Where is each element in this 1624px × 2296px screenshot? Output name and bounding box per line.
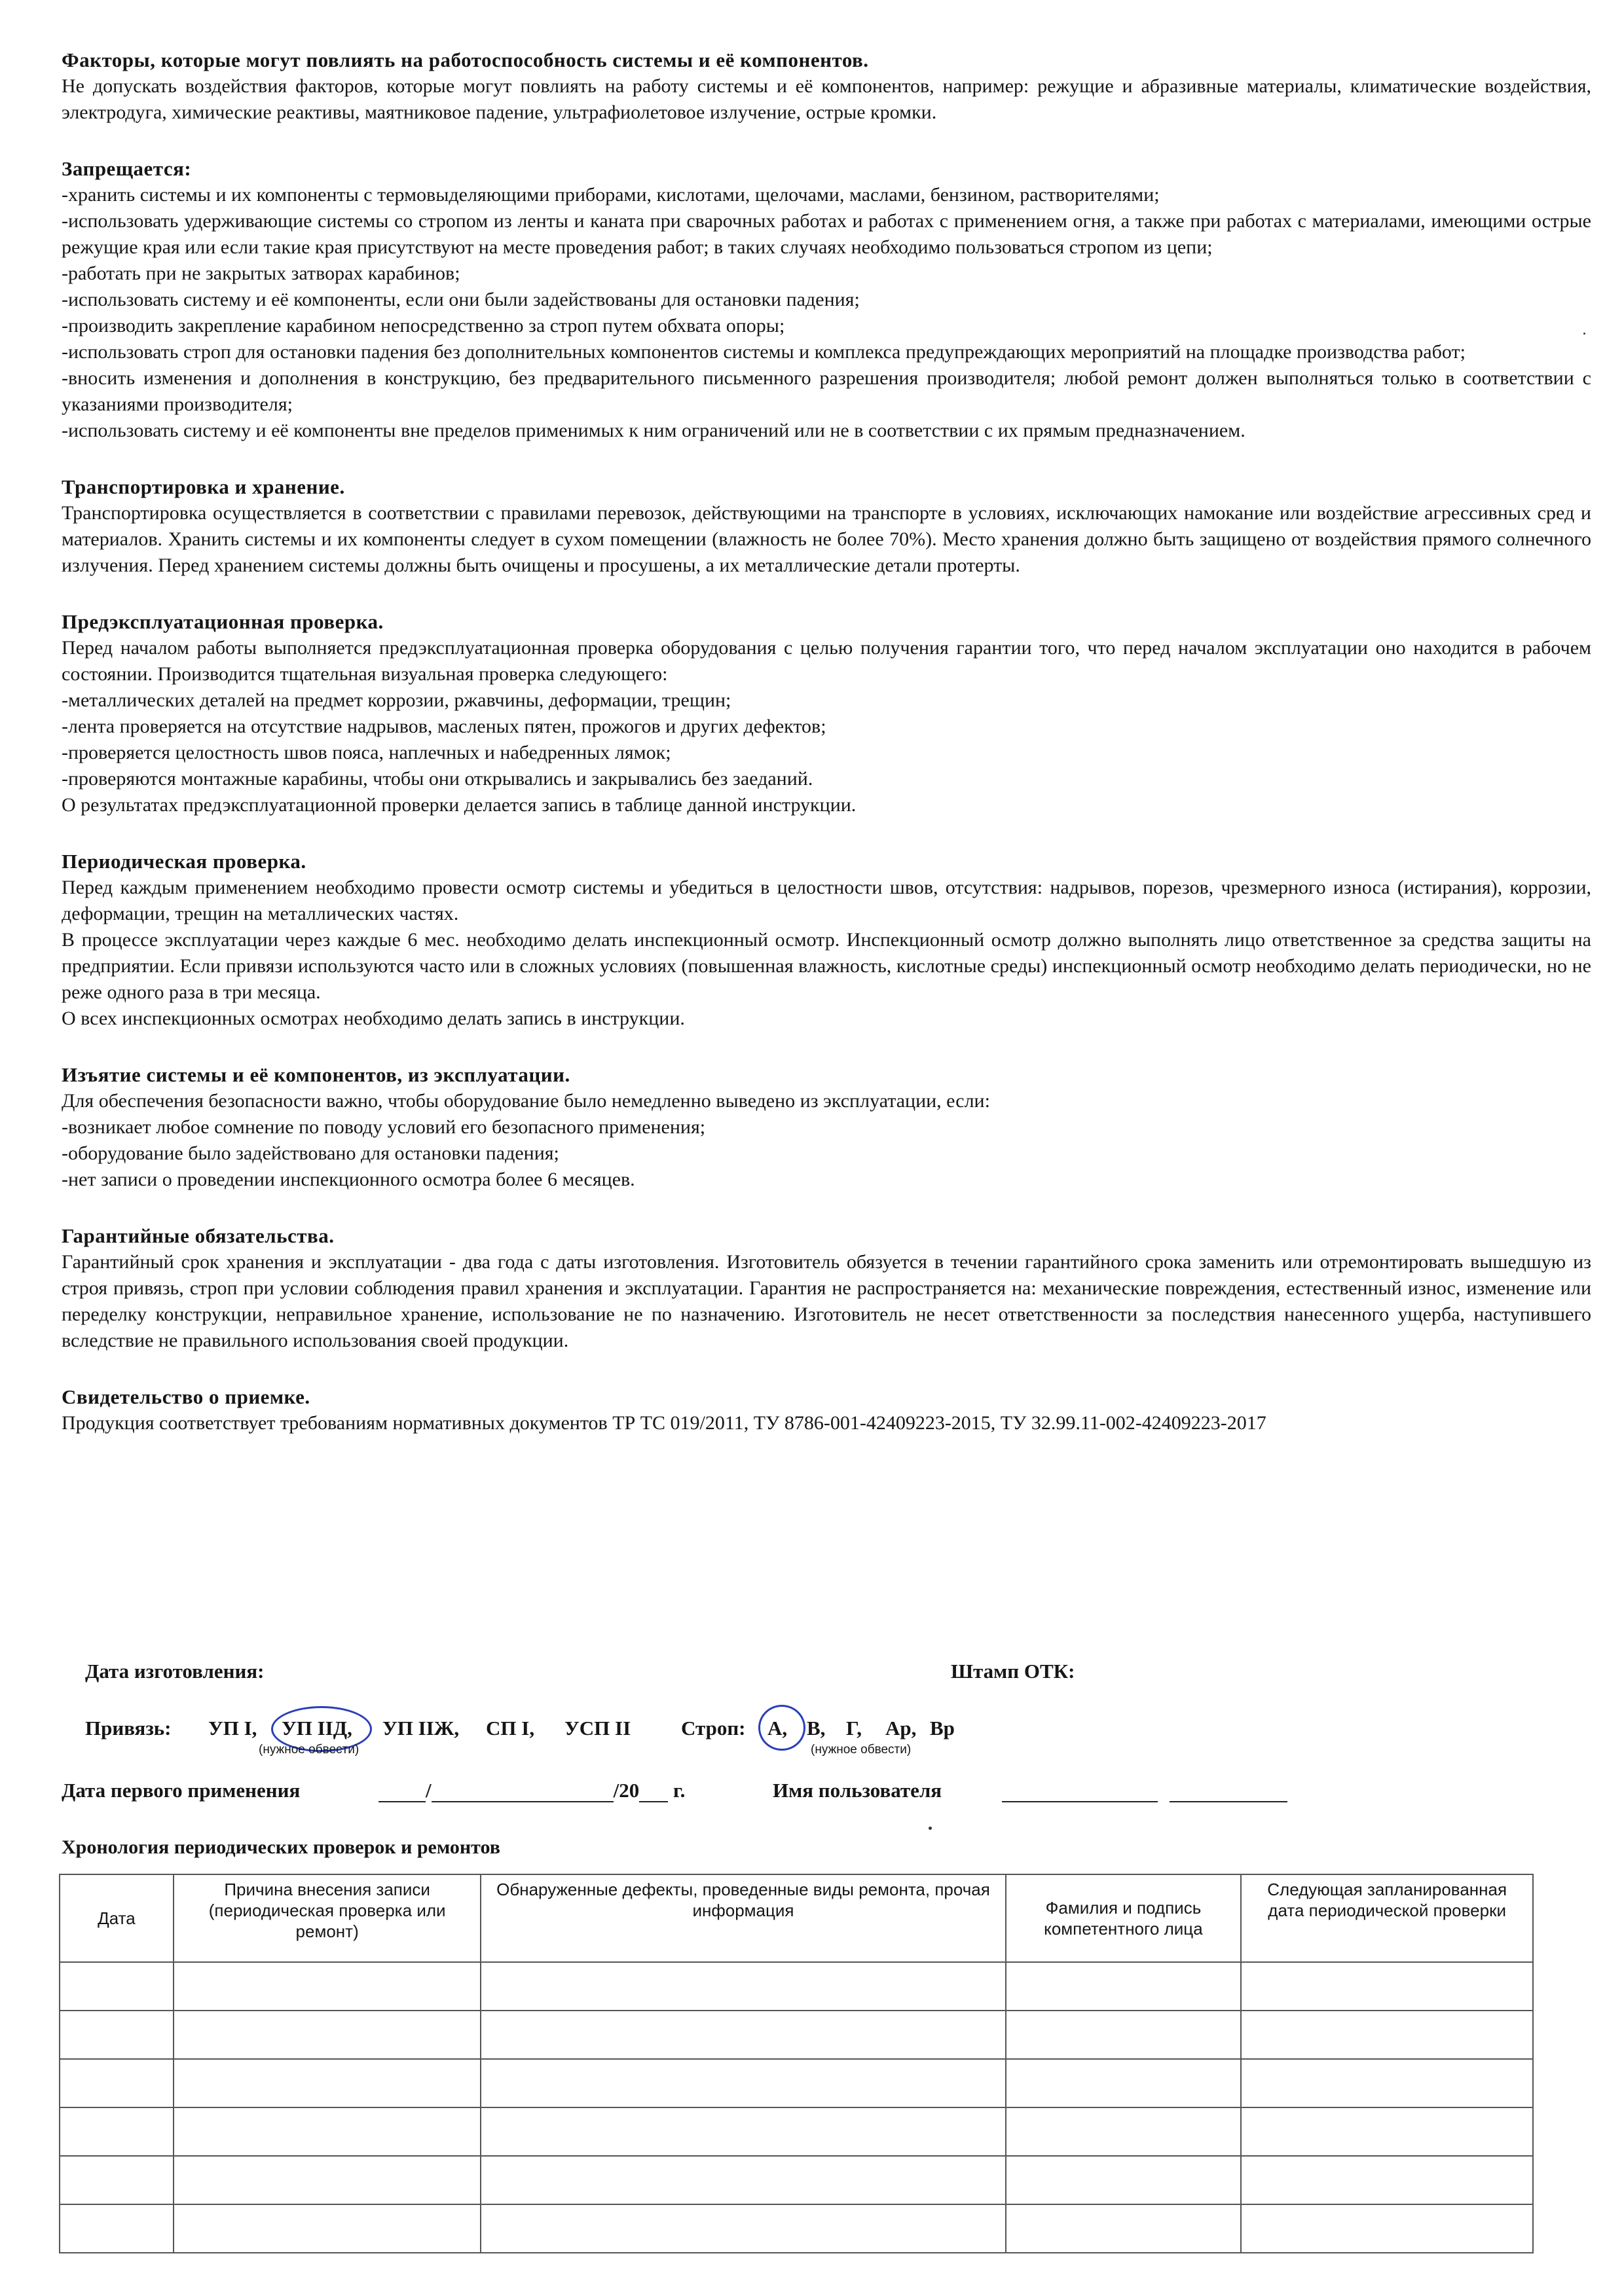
sling-option-3: Г, (846, 1717, 862, 1740)
section-paragraph: -вносить изменения и дополнения в конструкцию, без предварительного письменного разрешения производителя; любой ремонт должен выполняться только в соответствии с указаниями производителя; (62, 367, 1591, 415)
column-header-signature: Фамилия и подпись компетентного лица (1006, 1874, 1242, 1962)
table-cell[interactable] (1006, 2011, 1242, 2059)
table-row (60, 2204, 1533, 2253)
section (62, 848, 1591, 1032)
section-paragraph: -использовать удерживающие системы со стропом из ленты и каната при сварочных работах и работах с применением огня, а также при работах с материалами, имеющими острые режущие края или если такие края присутствуют на месте проведения работ; в таких случаях необходимо пользоваться стропом из цепи; (62, 210, 1591, 258)
section-heading: Свидетельство о приемке. (62, 1385, 310, 1408)
section-heading: Запрещается: (62, 157, 192, 180)
table-cell[interactable] (1241, 2011, 1533, 2059)
section (62, 609, 1591, 818)
table-cell[interactable] (174, 2059, 481, 2107)
section-paragraph: Не допускать воздействия факторов, которые могут повлиять на работу системы и её компонентов, например: режущие и абразивные материалы, климатические воздействия, электродуга, химические реактивы, маятниковое падение, ультрафиолетовое излучение, острые кромки. (62, 75, 1591, 123)
section-paragraph: -нет записи о проведении инспекционного осмотра более 6 месяцев. (62, 1169, 635, 1190)
column-header-defects: Обнаруженные дефекты, проведенные виды ремонта, прочая информация (481, 1874, 1005, 1962)
table-cell[interactable] (174, 1962, 481, 2011)
speck-2 (1583, 333, 1585, 335)
first-use-day-field[interactable] (378, 1781, 426, 1802)
document-body (62, 47, 1591, 1467)
section-paragraph: Продукция соответствует требованиям нормативных документов ТР ТС 019/2011, ТУ 8786-001-42409223-2015, ТУ 32.99.11-002-42409223-2017 (62, 1412, 1266, 1434)
section-paragraph: Для обеспечения безопасности важно, чтобы оборудование было немедленно выведено из эксплуатации, если: (62, 1090, 990, 1112)
section (62, 1223, 1591, 1354)
column-header-next-date: Следующая запланированная дата периодической проверки (1241, 1874, 1533, 1962)
column-header-reason: Причина внесения записи (периодическая проверка или ремонт) (174, 1874, 481, 1962)
first-use-slash: / (426, 1779, 432, 1802)
user-name-label: Имя пользователя (773, 1779, 942, 1802)
table-cell[interactable] (1241, 2204, 1533, 2253)
section (62, 474, 1591, 579)
table-cell[interactable] (481, 2204, 1005, 2253)
section-paragraph: -проверяются монтажные карабины, чтобы они открывались и закрывались без заеданий. (62, 768, 813, 790)
harness-option-5: УСП II (564, 1717, 631, 1740)
section-paragraph: -использовать систему и её компоненты вне пределов применимых к ним ограничений или не в соответствии с их прямым предназначением. (62, 420, 1246, 441)
section (62, 47, 1591, 126)
section-paragraph: Гарантийный срок хранения и эксплуатации - два года с даты изготовления. Изготовитель обязуется в течении гарантийного срока заменить или отремонтировать вышедшую из строя привязь, строп при условии соблюдения правил хранения и эксплуатации. Гарантия не распространяется на: механические повреждения, естественный износ, изменение или переделку конструкции, неправильное хранение, использование не по назначению. Изготовитель не несет ответственности за последствия нанесенного ущерба, наступившего вследствие не правильного использования своей продукции. (62, 1251, 1591, 1351)
table-cell[interactable] (1241, 2059, 1533, 2107)
sling-label: Строп: (681, 1717, 746, 1740)
table-row (60, 2156, 1533, 2204)
first-use-date-fields (378, 1779, 685, 1802)
table-cell[interactable] (481, 2059, 1005, 2107)
section-paragraph: О результатах предэксплуатационной проверки делается запись в таблице данной инструкции. (62, 794, 857, 816)
section-paragraph: -лента проверяется на отсутствие надрывов, масленых пятен, прожогов и других дефектов; (62, 716, 826, 737)
table-cell[interactable] (481, 2107, 1005, 2156)
harness-option-1: УП I, (208, 1717, 257, 1740)
table-cell[interactable] (1241, 2107, 1533, 2156)
table-cell[interactable] (1006, 2059, 1242, 2107)
section-paragraph: -проверяется целостность швов пояса, наплечных и набедренных лямок; (62, 742, 671, 763)
table-cell[interactable] (481, 2011, 1005, 2059)
user-name-field-1[interactable] (1002, 1781, 1158, 1802)
chronology-table (59, 1874, 1534, 2253)
manufacture-date-label: Дата изготовления: (85, 1660, 265, 1683)
section-heading: Периодическая проверка. (62, 850, 306, 873)
section (62, 1384, 1591, 1436)
first-use-year-prefix: /20 (613, 1779, 640, 1802)
first-use-month-field[interactable] (432, 1781, 614, 1802)
table-cell[interactable] (60, 2059, 174, 2107)
first-use-year-suffix: г. (673, 1779, 686, 1802)
sling-selection-circle (758, 1705, 805, 1751)
table-cell[interactable] (60, 2156, 174, 2204)
sling-option-4: Ар, (885, 1717, 917, 1740)
section-paragraph: -использовать систему и её компоненты, если они были задействованы для остановки падения; (62, 289, 860, 310)
section-paragraph: Перед началом работы выполняется предэксплуатационная проверка оборудования с целью получения гарантии того, что перед началом эксплуатации оно находится в рабочем состоянии. Производится тщательная визуальная проверка следующего: (62, 637, 1591, 685)
table-cell[interactable] (481, 2156, 1005, 2204)
table-row (60, 2107, 1533, 2156)
table-cell[interactable] (60, 2204, 174, 2253)
harness-option-4: СП I, (486, 1717, 535, 1740)
section (62, 1062, 1591, 1193)
column-header-date: Дата (60, 1874, 174, 1962)
section-heading: Транспортировка и хранение. (62, 475, 345, 498)
section-paragraph: Транспортировка осуществляется в соответствии с правилами перевозок, действующими на транспорте в условиях, исключающих намокание или воздействие агрессивных сред и материалов. Хранить системы и их компоненты следует в сухом помещении (влажность не более 70%). Место хранения должно быть защищено от воздействия прямого солнечного излучения. Перед хранением системы должны быть очищены и просушены, а их металлические детали протерты. (62, 502, 1591, 576)
table-cell[interactable] (1006, 2107, 1242, 2156)
section-paragraph: -использовать строп для остановки падения без дополнительных компонентов системы и комплекса предупреждающих мероприятий на площадке производства работ; (62, 341, 1466, 363)
section-heading: Факторы, которые могут повлиять на работоспособность системы и её компонентов. (62, 48, 869, 71)
table-cell[interactable] (60, 2011, 174, 2059)
section-paragraph: -металлических деталей на предмет коррозии, ржавчины, деформации, трещин; (62, 689, 731, 711)
harness-option-3: УП IIЖ, (382, 1717, 460, 1740)
sling-option-1: А, (767, 1717, 788, 1740)
section-heading: Предэксплуатационная проверка. (62, 610, 384, 633)
sling-option-2: В, (807, 1717, 826, 1740)
stamp-label: Штамп ОТК: (951, 1660, 1075, 1683)
first-use-label: Дата первого применения (62, 1779, 301, 1802)
table-header-row (60, 1874, 1533, 1962)
section-paragraph: -производить закрепление карабином непосредственно за строп путем обхвата опоры; (62, 315, 785, 337)
harness-option-2: УП IIД, (282, 1717, 352, 1740)
table-title: Хронология периодических проверок и ремонтов (62, 1836, 500, 1858)
table-cell[interactable] (174, 2156, 481, 2204)
table-cell[interactable] (1006, 2156, 1242, 2204)
table-cell[interactable] (174, 2107, 481, 2156)
table-cell[interactable] (1241, 1962, 1533, 2011)
speck-1 (929, 1827, 932, 1830)
table-row (60, 2059, 1533, 2107)
section-paragraph: В процессе эксплуатации через каждые 6 мес. необходимо делать инспекционный осмотр. Инспекционный осмотр должно выполнять лицо ответственное за средства защиты на предприятии. Если привязи используются часто или в сложных условиях (повышенная влажность, кислотные среды) инспекционный осмотр необходимо делать периодически, но не реже одного раза в три месяца. (62, 929, 1591, 1003)
harness-label: Привязь: (85, 1717, 172, 1740)
user-name-fields (1002, 1779, 1287, 1802)
section-paragraph: Перед каждым применением необходимо провести осмотр системы и убедиться в целостности швов, отсутствия: надрывов, порезов, чрезмерного износа (истирания), коррозии, деформации, трещин на металлических частях. (62, 877, 1591, 924)
table-row (60, 1962, 1533, 2011)
section-paragraph: -работать при не закрытых затворах карабинов; (62, 263, 460, 284)
sling-note: (нужное обвести) (811, 1743, 912, 1757)
harness-note: (нужное обвести) (259, 1743, 360, 1757)
section-paragraph: -возникает любое сомнение по поводу условий его безопасного применения; (62, 1116, 706, 1138)
table-row (60, 2011, 1533, 2059)
table-cell[interactable] (60, 2107, 174, 2156)
section-heading: Гарантийные обязательства. (62, 1224, 335, 1247)
section-paragraph: -оборудование было задействовано для остановки падения; (62, 1142, 559, 1164)
section-heading: Изъятие системы и её компонентов, из эксплуатации. (62, 1063, 570, 1086)
table-body (60, 1962, 1533, 2253)
section-paragraph: -хранить системы и их компоненты с термовыделяющими приборами, кислотами, щелочами, маслами, бензином, растворителями; (62, 184, 1160, 206)
table-cell[interactable] (1241, 2156, 1533, 2204)
table-cell[interactable] (174, 2011, 481, 2059)
section-paragraph: О всех инспекционных осмотрах необходимо делать запись в инструкции. (62, 1008, 685, 1029)
table-cell[interactable] (1006, 1962, 1242, 2011)
user-name-field-2[interactable] (1170, 1781, 1287, 1802)
first-use-year-field[interactable] (639, 1781, 668, 1802)
table-cell[interactable] (1006, 2204, 1242, 2253)
sling-option-5: Вр (930, 1717, 955, 1740)
table-cell[interactable] (481, 1962, 1005, 2011)
table-cell[interactable] (60, 1962, 174, 2011)
table-cell[interactable] (174, 2204, 481, 2253)
section (62, 156, 1591, 444)
